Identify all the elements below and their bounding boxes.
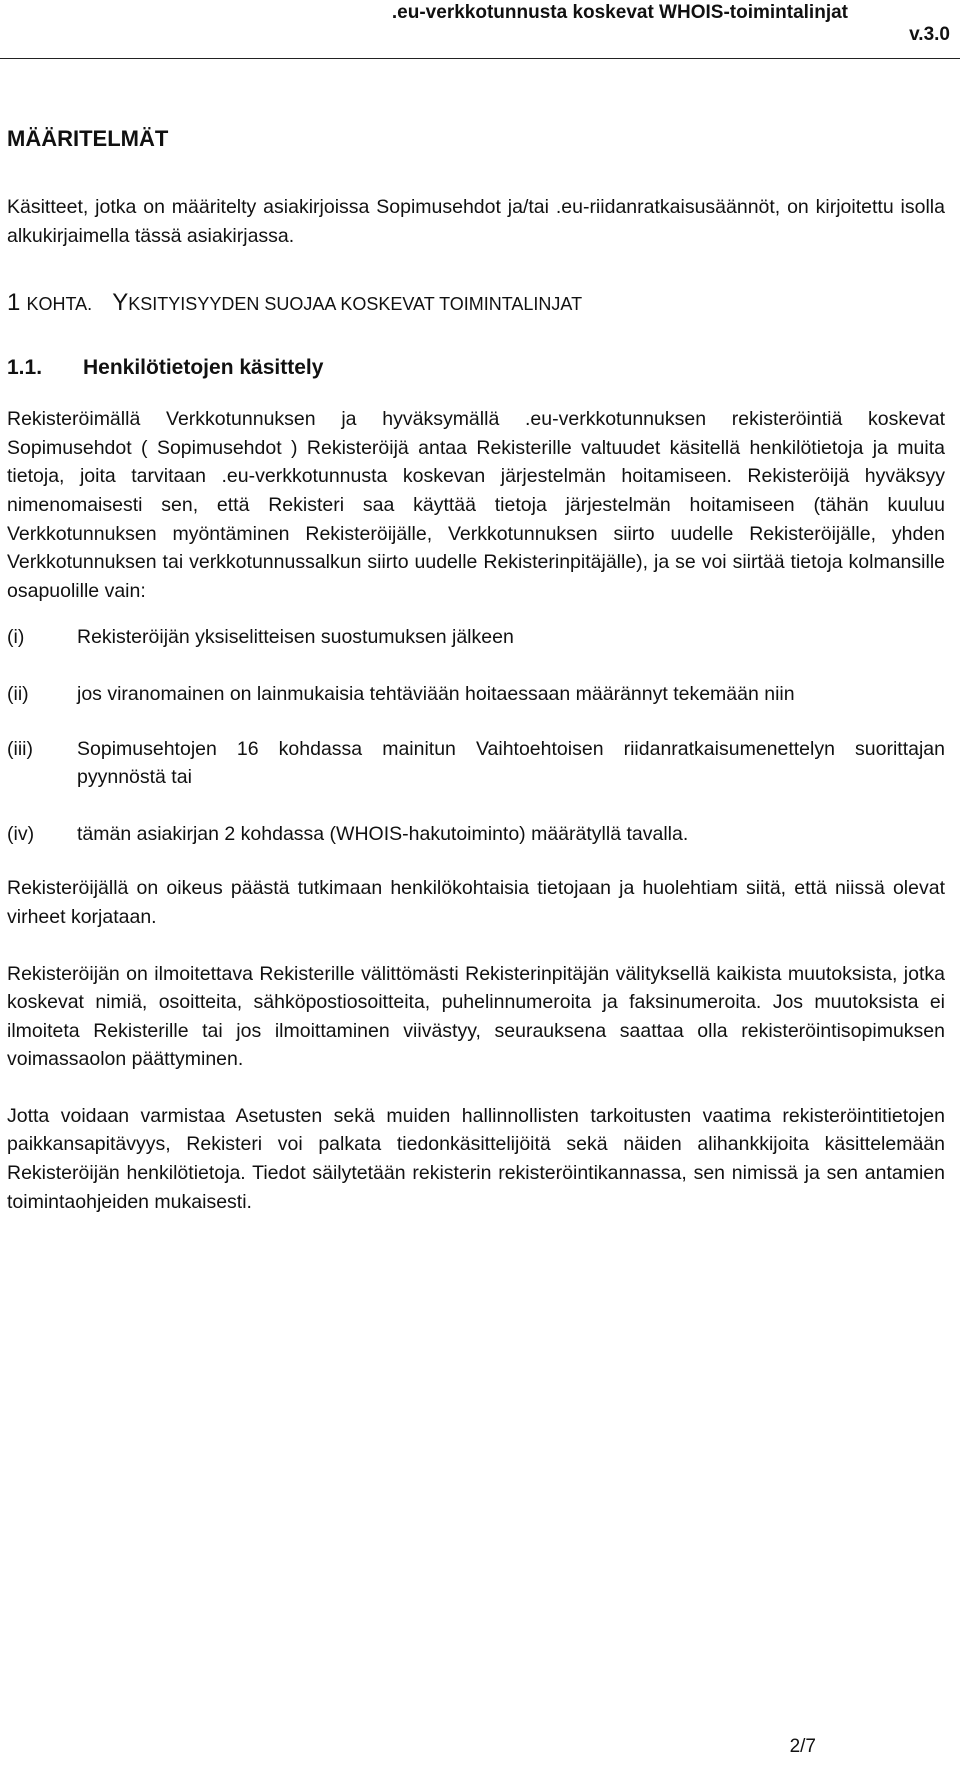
section-1-1-heading (7, 353, 945, 383)
document-body (7, 124, 945, 1216)
list-text: jos viranomainen on lainmukaisia tehtäviään hoitaessaan määrännyt tekemään niin (77, 682, 795, 705)
section-title: Henkilötietojen käsittely (83, 356, 324, 380)
list-text: Rekisteröijän yksiselitteisen suostumuksen jälkeen (77, 626, 514, 649)
chapter-1-heading (7, 288, 945, 318)
list-item (7, 623, 945, 652)
section-paragraph-4: Jotta voidaan varmistaa Asetusten sekä muiden hallinnollisten tarkoitusten vaatima rekisteröintitietojen paikkansapitävyys, Rekisteri voi palkata tiedonkäsittelijöitä sekä näiden alihankkijoita käsittelemään Rekisteröijän henkilötietoja. Tiedot säilytetään rekisterin rekisteröintikannassa, sen nimissä ja sen antamien toimintaohjeiden mukaisesti. (7, 1104, 945, 1213)
list-item (7, 680, 945, 709)
list-marker: (i) (7, 626, 25, 649)
list-text: tämän asiakirjan 2 kohdassa (WHOIS-hakutoiminto) määrätyllä tavalla. (77, 822, 689, 845)
list-text: Sopimusehtojen 16 kohdassa mainitun Vaihtoehtoisen riidanratkaisumenettelyn suorittajan pyynnöstä tai (77, 737, 945, 789)
list-item (7, 735, 945, 792)
section-paragraph-1: Rekisteröimällä Verkkotunnuksen ja hyväksymällä .eu-verkkotunnuksen rekisteröintiä koskevat Sopimusehdot ( Sopimusehdot ) Rekisteröijä antaa Rekisterille valtuudet käsitellä henkilötietoja ja muita tietoja, joita tarvitaan .eu-verkkotunnusta koskevan järjestelmän hoitamiseen. Rekisteröijä hyväksyy nimenomaisesti sen, että Rekisteri saa käyttää tietoja järjestelmän hoitamiseen (tähän kuuluu Verkkotunnuksen myöntäminen Rekisteröijälle, Verkkotunnuksen siirto uudelle Rekisteröijälle, yhden Verkkotunnuksen tai verkkotunnussalkun siirto uudelle Rekisterinpitäjälle), ja se voi siirtää tietoja kolmansille osapuolille vain: (7, 408, 945, 602)
list-marker: (iii) (7, 737, 33, 760)
section-number: 1.1. (7, 356, 43, 380)
section-paragraph-3: Rekisteröijän on ilmoitettava Rekisterille välittömästi Rekisterinpitäjän välityksellä kaikista muutoksista, jotka koskevat nimiä, osoitteita, sähköpostiosoitteita, puhelinnumeroita ja faksinumeroita. Jos muutoksista ei ilmoiteta Rekisterille tai jos ilmoittaminen viivästyy, seurauksena saattaa olla rekisteröintisopimuksen voimassaolon päättyminen. (7, 962, 945, 1071)
header-title: .eu-verkkotunnusta koskevat WHOIS-toimintalinjat (391, 2, 848, 23)
chapter-title-initial: Y (112, 289, 129, 317)
definitions-paragraph: Käsitteet, jotka on määritelty asiakirjoissa Sopimusehdot ja/tai .eu-riidanratkaisusäännöt, on kirjoitettu isolla alkukirjaimella tässä asiakirjassa. (7, 196, 945, 247)
list-item (7, 820, 945, 849)
chapter-title: KSITYISYYDEN SUOJAA KOSKEVAT TOIMINTALINJAT (128, 294, 583, 315)
chapter-label: KOHTA. (26, 294, 93, 315)
list-marker: (ii) (7, 682, 29, 705)
section-paragraph-2: Rekisteröijällä on oikeus päästä tutkimaan henkilökohtaisia tietojaan ja huolehtiam siitä, että niissä olevat virheet korjataan. (7, 877, 945, 928)
chapter-number: 1 (7, 289, 21, 317)
header-version: v.3.0 (909, 24, 950, 45)
page-number: 2/7 (789, 1736, 816, 1757)
page-header (0, 0, 960, 62)
header-divider (0, 58, 960, 59)
definitions-heading: MÄÄRITELMÄT (7, 126, 169, 151)
list-marker: (iv) (7, 822, 35, 845)
conditions-list (7, 623, 945, 848)
